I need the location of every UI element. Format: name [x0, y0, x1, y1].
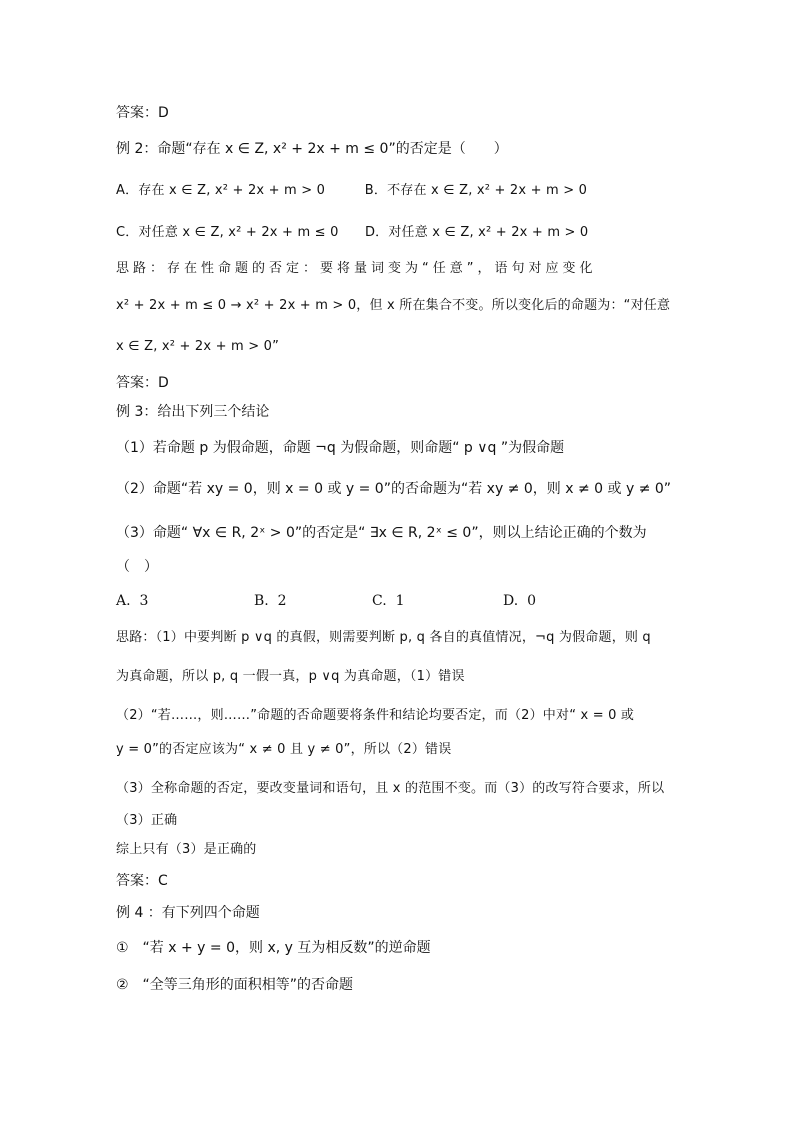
- answer-line: 答案：D: [116, 375, 169, 391]
- solution-line: 思路：存在性命题的否定：要将量词变为“任意”，语句对应变化: [116, 261, 597, 276]
- answer-line: 答案：D: [116, 105, 169, 121]
- example-4-title: 例 4 ：有下列四个命题: [116, 905, 260, 921]
- example-3-item-3: （3）命题“ ∀x ∈ R, 2ˣ > 0”的否定是“ ∃x ∈ R, 2ˣ ≤ 0”，则以上结论正确的个数为: [116, 525, 647, 541]
- example-2-question: 例 2：命题“存在 x ∈ Z, x² + 2x + m ≤ 0”的否定是（ ）: [116, 141, 508, 157]
- solution-line: 为真命题，所以 p, q 一假一真，p ∨q 为真命题，（1）错误: [116, 669, 465, 684]
- example-3-title: 例 3：给出下列三个结论: [116, 404, 270, 420]
- example-4-item-2: ② “全等三角形的面积相等”的否命题: [116, 977, 354, 993]
- example-3-item-1: （1）若命题 p 为假命题，命题 ¬q 为假命题，则命题“ p ∨q ”为假命题: [116, 440, 565, 456]
- solution-line: x² + 2x + m ≤ 0 → x² + 2x + m > 0，但 x 所在集合不变。所以变化后的命题为：“对任意: [116, 298, 671, 313]
- answer-line: 答案：C: [116, 873, 168, 889]
- solution-line: 综上只有（3）是正确的: [116, 842, 257, 857]
- solution-line: y = 0”的否定应该为“ x ≠ 0 且 y ≠ 0”，所以（2）错误: [116, 742, 452, 757]
- option-d: D. 0: [503, 593, 537, 609]
- solution-line: （3）全称命题的否定，要改变量词和语句，且 x 的范围不变。而（3）的改写符合要求，所以: [116, 781, 665, 796]
- solution-line: （2）“若……，则……”命题的否命题要将条件和结论均要否定，而（2）中对“ x = 0 或: [116, 708, 635, 723]
- option-b: B. 2: [254, 593, 287, 609]
- solution-line: x ∈ Z, x² + 2x + m > 0”: [116, 339, 280, 354]
- option-c: C. 1: [372, 593, 405, 609]
- solution-line: （3）正确: [116, 813, 178, 828]
- example-2-options-cd: C．对任意 x ∈ Z, x² + 2x + m ≤ 0 D．对任意 x ∈ Z, x² + 2x + m > 0: [116, 225, 589, 240]
- example-3-bracket: （ ）: [116, 559, 158, 575]
- solution-line: 思路：（1）中要判断 p ∨q 的真假，则需要判断 p, q 各自的真值情况，¬q 为假命题，则 q: [116, 630, 651, 645]
- example-4-item-1: ① “若 x + y = 0，则 x, y 互为相反数”的逆命题: [116, 940, 431, 956]
- option-a: A. 3: [116, 593, 149, 609]
- example-3-item-2: （2）命题“若 xy = 0，则 x = 0 或 y = 0”的否命题为“若 xy ≠ 0，则 x ≠ 0 或 y ≠ 0”: [116, 481, 672, 497]
- example-2-options-ab: A．存在 x ∈ Z, x² + 2x + m > 0 B．不存在 x ∈ Z, x² + 2x + m > 0: [116, 183, 588, 198]
